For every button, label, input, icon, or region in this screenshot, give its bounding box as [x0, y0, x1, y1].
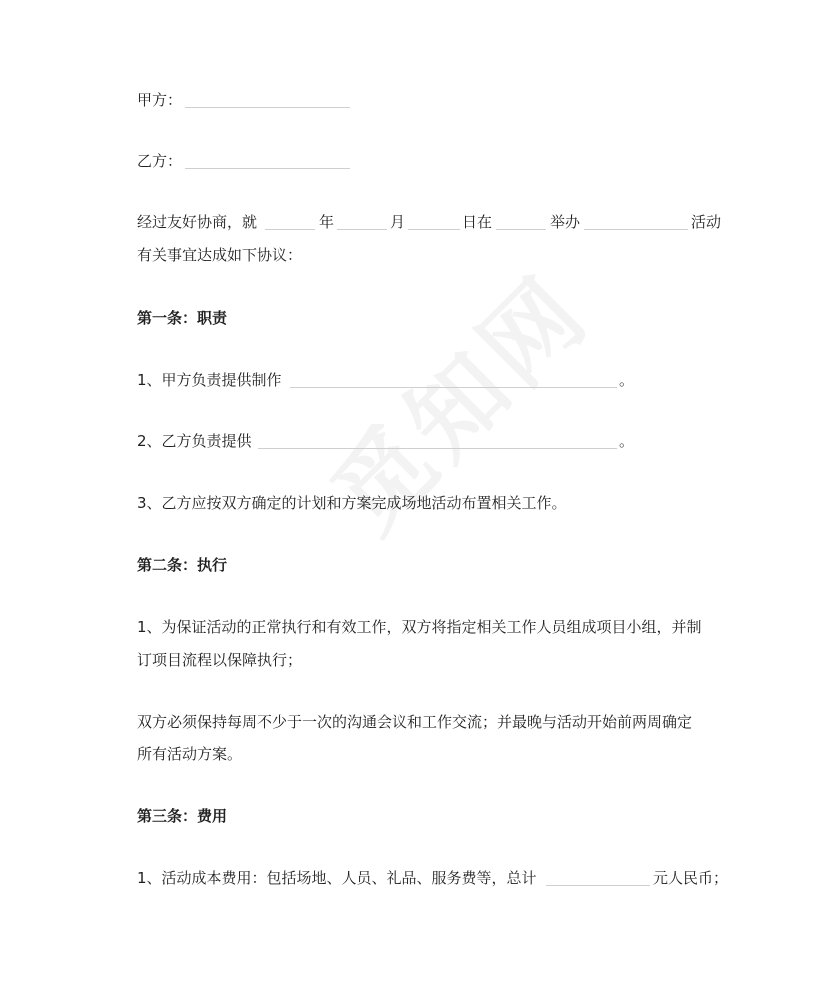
venue-blank[interactable] [496, 229, 546, 230]
day-blank[interactable] [408, 229, 460, 230]
article2-p1-text2: 订项目流程以保障执行； [137, 651, 303, 669]
party-b-label: 乙方： [137, 152, 183, 170]
year-blank[interactable] [265, 229, 315, 230]
article1-item1-line [0, 368, 830, 392]
intro-lead: 经过友好协商，就 [137, 213, 258, 231]
party-b-line [0, 149, 830, 173]
article2-p2-text1: 双方必须保持每周不少于一次的沟通会议和工作交流；并最晚与活动开始前两周确定 [137, 713, 693, 731]
article1-item1: 1、甲方负责提供制作 [137, 371, 282, 389]
article1-item2-line [0, 429, 830, 453]
article3-item1-end: 元人民币； [653, 869, 729, 887]
article1-item2-blank[interactable] [258, 448, 617, 449]
article1-item2-end: 。 [619, 432, 635, 450]
article1-title-line [0, 306, 830, 330]
intro-line-2 [0, 243, 830, 267]
intro-line2: 有关事宜达成如下协议： [137, 246, 303, 264]
article2-title: 第二条：执行 [137, 556, 228, 574]
article2-p1-line2 [0, 648, 830, 672]
intro-event: 活动 [691, 213, 722, 231]
intro-line-1 [0, 210, 830, 234]
article3-title: 第三条：费用 [137, 807, 228, 825]
total-amount-blank[interactable] [546, 885, 650, 886]
article3-item1: 1、活动成本费用：包括场地、人员、礼品、服务费等，总计 [137, 869, 537, 887]
article2-p2-text2: 所有活动方案。 [137, 745, 243, 763]
article2-p2-line1 [0, 710, 830, 734]
article1-item2: 2、乙方负责提供 [137, 432, 252, 450]
month-blank[interactable] [337, 229, 387, 230]
event-blank[interactable] [584, 229, 688, 230]
intro-month: 月 [390, 213, 406, 231]
article1-item3: 3、乙方应按双方确定的计划和方案完成场地活动布置相关工作。 [137, 494, 567, 512]
party-a-line [0, 88, 830, 112]
intro-hold: 举办 [550, 213, 581, 231]
article2-p1-text1: 1、为保证活动的正常执行和有效工作，双方将指定相关工作人员组成项目小组，并制 [137, 618, 702, 636]
intro-year: 年 [319, 213, 335, 231]
article1-item1-end: 。 [619, 371, 635, 389]
article3-title-line [0, 804, 830, 828]
article2-p1-line1 [0, 615, 830, 639]
article2-title-line [0, 553, 830, 577]
party-b-blank[interactable] [185, 168, 350, 169]
article1-item3-line [0, 491, 830, 515]
article1-item1-blank[interactable] [290, 387, 617, 388]
party-a-label: 甲方： [137, 91, 183, 109]
party-a-blank[interactable] [185, 107, 350, 108]
article1-title: 第一条：职责 [137, 309, 228, 327]
article2-p2-line2 [0, 742, 830, 766]
article3-item1-line [0, 866, 830, 890]
intro-day-at: 日在 [462, 213, 493, 231]
